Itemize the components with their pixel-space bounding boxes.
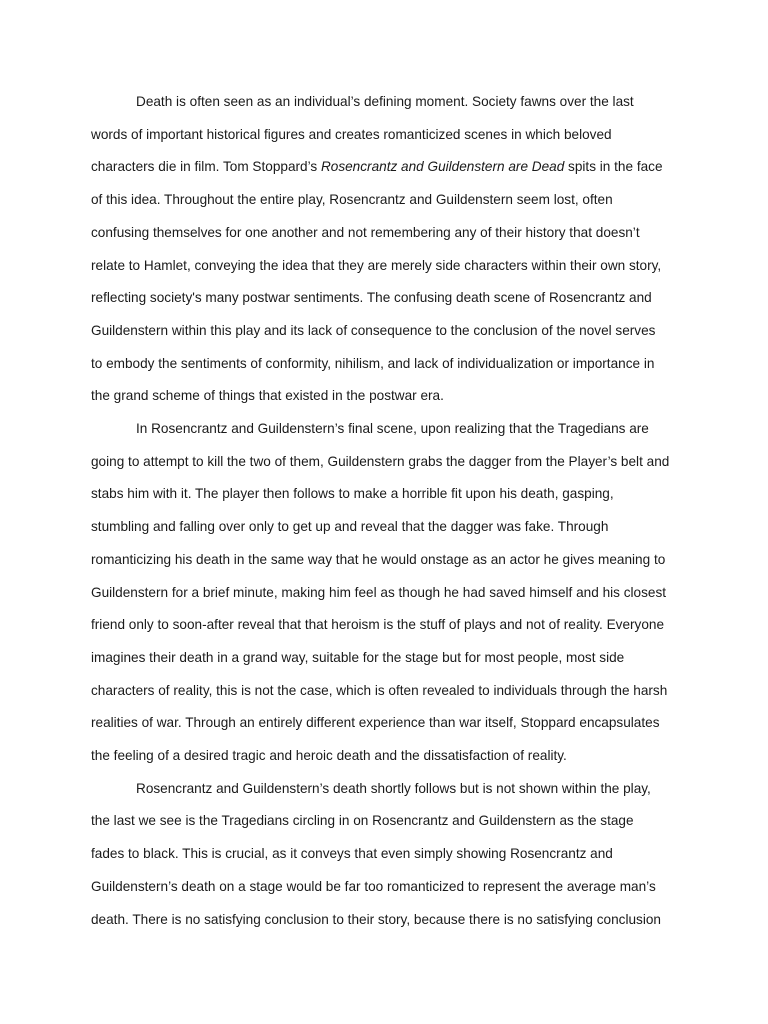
text-line: reflecting society's many postwar sentiments. The confusing death scene of Rosencrantz and [91, 290, 652, 306]
text-run: characters die in film. Tom Stoppard’s [91, 159, 321, 175]
text-line: confusing themselves for one another and not remembering any of their history that doesn’t [91, 224, 640, 240]
text-line: relate to Hamlet, conveying the idea that they are merely side characters within their own story, [91, 257, 662, 273]
text-line: the grand scheme of things that existed in the postwar era. [91, 388, 444, 404]
text-line: death. There is no satisfying conclusion to their story, because there is no satisfying conclusion [91, 911, 661, 927]
text-line: words of important historical figures and creates romanticized scenes in which beloved [91, 126, 612, 142]
text-line: realities of war. Through an entirely different experience than war itself, Stoppard encapsulates [91, 715, 660, 731]
text-line: the last we see is the Tragedians circling in on Rosencrantz and Guildenstern as the stage [91, 813, 634, 829]
text-line: of this idea. Throughout the entire play, Rosencrantz and Guildenstern seem lost, often [91, 192, 613, 208]
text-line: going to attempt to kill the two of them, Guildenstern grabs the dagger from the Player’s belt and [91, 453, 670, 469]
paragraph-1 [91, 86, 681, 413]
text-line: Guildenstern’s death on a stage would be far too romanticized to represent the average man’s [91, 878, 656, 894]
text-run: spits in the face [564, 159, 663, 175]
document-body [91, 86, 681, 936]
text-line: imagines their death in a grand way, suitable for the stage but for most people, most side [91, 649, 625, 665]
text-line: friend only to soon-after reveal that that heroism is the stuff of plays and not of reality. Everyone [91, 617, 665, 633]
text-line: Death is often seen as an individual’s defining moment. Society fawns over the last [136, 94, 634, 109]
text-line: the feeling of a desired tragic and heroic death and the dissatisfaction of reality. [91, 748, 567, 764]
text-line: characters of reality, this is not the case, which is often revealed to individuals through the harsh [91, 682, 668, 698]
text-line: Guildenstern within this play and its lack of consequence to the conclusion of the novel serves [91, 322, 656, 338]
play-title: Rosencrantz and Guildenstern are Dead [320, 159, 565, 175]
text-line: fades to black. This is crucial, as it conveys that even simply showing Rosencrantz and [91, 846, 613, 862]
text-line: Guildenstern for a brief minute, making him feel as though he had saved himself and his closest [91, 584, 667, 600]
text-line: stabs him with it. The player then follows to make a horrible fit upon his death, gasping, [91, 486, 614, 502]
paragraph-2 [91, 413, 681, 773]
text-line: romanticizing his death in the same way that he would onstage as an actor he gives meaning to [91, 551, 666, 567]
paragraph-3 [91, 773, 681, 937]
text-line: In Rosencrantz and Guildenstern’s final scene, upon realizing that the Tragedians are [136, 421, 649, 437]
text-line: Rosencrantz and Guildenstern’s death shortly follows but is not shown within the play, [136, 780, 651, 796]
text-line: stumbling and falling over only to get up and reveal that the dagger was fake. Through [91, 519, 609, 535]
text-line: to embody the sentiments of conformity, nihilism, and lack of individualization or importance in [91, 355, 655, 371]
text-line [91, 151, 681, 184]
